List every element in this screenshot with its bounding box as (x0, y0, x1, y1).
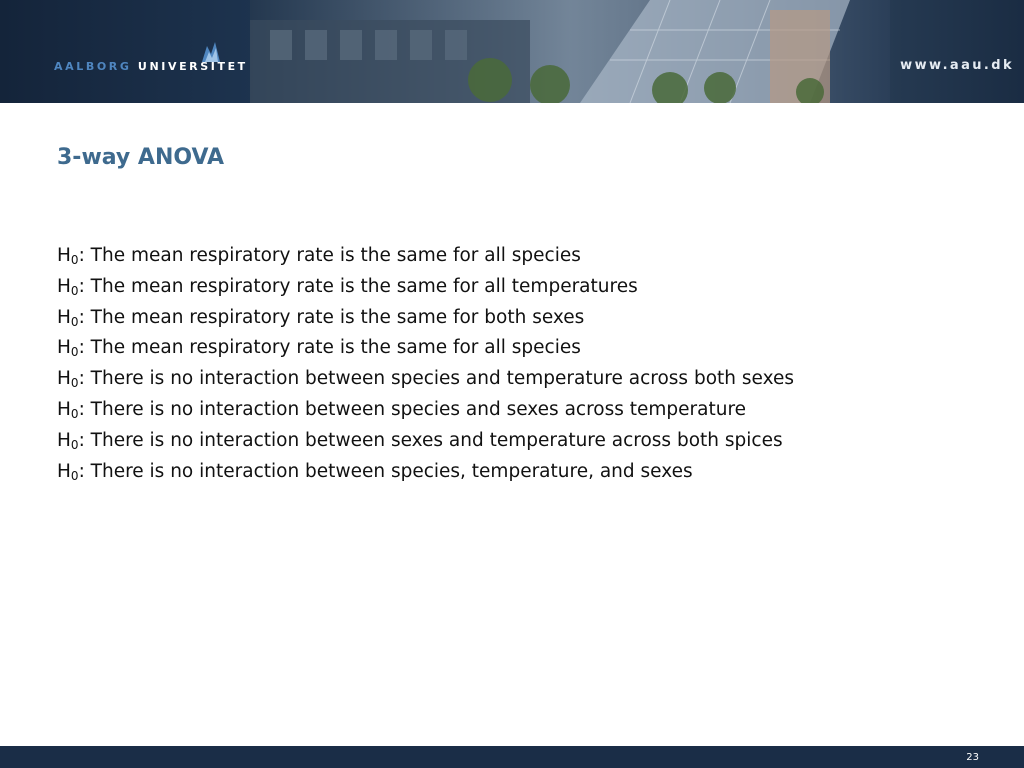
slide-title: 3-way ANOVA (57, 145, 225, 170)
hypothesis-item (57, 364, 794, 395)
hypothesis-subscript: 0 (70, 345, 79, 360)
header-banner (0, 0, 1024, 103)
university-logo-text (54, 60, 248, 73)
hypothesis-item (57, 303, 794, 334)
hypothesis-symbol: H (57, 275, 71, 297)
website-url[interactable]: www.aau.dk (900, 58, 1014, 73)
hypothesis-item (57, 241, 794, 272)
logo-primary-word: AALBORG (54, 60, 132, 73)
hypothesis-symbol: H (57, 398, 71, 420)
hypothesis-item (57, 333, 794, 364)
hypothesis-symbol: H (57, 245, 71, 266)
hypothesis-text: : There is no interaction between species, temperature, and sexes (78, 460, 693, 482)
hypothesis-symbol: H (57, 368, 71, 390)
page-number: 23 (966, 752, 979, 763)
hypothesis-item (57, 395, 794, 426)
hypothesis-text: : There is no interaction between species and sexes across temperature (78, 398, 747, 420)
logo-secondary-word: UNIVERSITET (137, 60, 248, 73)
hypothesis-symbol: H (57, 337, 71, 359)
hypothesis-symbol: H (57, 460, 71, 482)
hypothesis-text: : There is no interaction between sexes and temperature across both spices (78, 429, 783, 451)
hypothesis-subscript: 0 (70, 468, 79, 483)
hypothesis-item (57, 272, 794, 303)
hypothesis-item (57, 457, 794, 488)
hypothesis-subscript: 0 (70, 437, 79, 452)
hypothesis-text: : The mean respiratory rate is the same for all species (78, 245, 581, 266)
hypothesis-subscript: 0 (70, 253, 79, 267)
hypothesis-subscript: 0 (70, 406, 79, 421)
hypothesis-item (57, 426, 794, 457)
hypothesis-text: : The mean respiratory rate is the same for both sexes (78, 306, 585, 328)
footer-bar (0, 746, 1024, 768)
hypothesis-text: : The mean respiratory rate is the same for all temperatures (78, 275, 638, 297)
hypothesis-subscript: 0 (70, 376, 79, 391)
hypothesis-list (57, 241, 794, 487)
campus-building-photo (250, 0, 890, 103)
hypothesis-subscript: 0 (70, 283, 79, 298)
hypothesis-subscript: 0 (70, 314, 79, 329)
hypothesis-text: : The mean respiratory rate is the same for all species (78, 337, 581, 359)
hypothesis-symbol: H (57, 429, 71, 451)
hypothesis-text: : There is no interaction between species and temperature across both sexes (78, 368, 794, 390)
hypothesis-symbol: H (57, 306, 71, 328)
